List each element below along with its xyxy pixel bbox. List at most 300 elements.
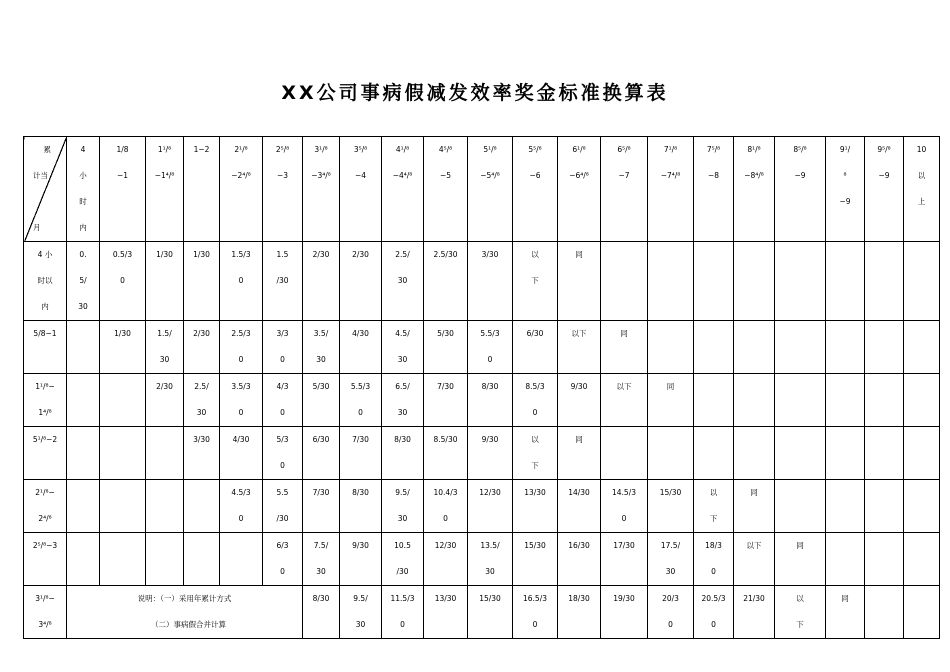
table-cell bbox=[468, 374, 513, 427]
table-cell-text: 5/3 0 bbox=[276, 435, 289, 470]
table-cell bbox=[424, 374, 468, 427]
table-cell-text: 15/30 bbox=[524, 541, 546, 550]
table-cell bbox=[648, 586, 694, 639]
column-header bbox=[184, 137, 220, 242]
column-header-text: 2⁵/⁸ −3 bbox=[275, 145, 290, 180]
header-row bbox=[24, 137, 940, 242]
table-cell bbox=[826, 242, 865, 321]
table-cell-text: 5/30 bbox=[312, 382, 330, 391]
table-cell-text: 11.5/3 0 bbox=[390, 594, 415, 629]
note-line-1: 说明：（一）采用年累计方式 bbox=[137, 594, 232, 603]
table-cell-text: 2.5/ 30 bbox=[194, 382, 209, 417]
column-header-text: 6¹/⁸ −6⁴/⁸ bbox=[569, 145, 589, 180]
table-cell bbox=[340, 321, 382, 374]
table-cell bbox=[826, 586, 865, 639]
table-cell bbox=[513, 586, 558, 639]
table-cell bbox=[146, 533, 184, 586]
row-label bbox=[24, 374, 67, 427]
table-cell-text: 2/30 bbox=[193, 329, 210, 338]
explanation-note bbox=[67, 586, 303, 639]
column-header bbox=[648, 137, 694, 242]
table-cell-text: 15/30 bbox=[659, 488, 682, 497]
table-cell-text: 同 bbox=[750, 488, 758, 497]
table-cell-text: 7.5/ 30 bbox=[313, 541, 329, 576]
row-label bbox=[24, 242, 67, 321]
table-cell-text: 同 bbox=[575, 435, 583, 444]
table-cell bbox=[558, 480, 601, 533]
column-header bbox=[340, 137, 382, 242]
table-cell bbox=[220, 533, 263, 586]
table-row bbox=[24, 321, 940, 374]
table-cell bbox=[146, 242, 184, 321]
table-cell bbox=[468, 321, 513, 374]
table-cell bbox=[340, 374, 382, 427]
table-cell bbox=[648, 427, 694, 480]
table-cell-text: 1.5/ 30 bbox=[157, 329, 172, 364]
column-header-text: 2¹/⁸ −2⁴/⁸ bbox=[231, 145, 251, 180]
table-cell bbox=[184, 480, 220, 533]
table-cell bbox=[734, 480, 775, 533]
table-cell-text: 10.5 /30 bbox=[394, 541, 411, 576]
table-cell-text: 1/30 bbox=[156, 250, 173, 259]
table-cell-text: 1.5 /30 bbox=[276, 250, 289, 285]
table-cell bbox=[694, 533, 734, 586]
table-cell bbox=[100, 480, 146, 533]
table-cell bbox=[382, 321, 424, 374]
table-cell bbox=[424, 480, 468, 533]
table-cell bbox=[468, 480, 513, 533]
table-cell bbox=[694, 374, 734, 427]
row-label bbox=[24, 480, 67, 533]
table-cell bbox=[220, 321, 263, 374]
table-cell-text: 4.5/ 30 bbox=[395, 329, 410, 364]
table-cell bbox=[340, 480, 382, 533]
table-cell-text: 同 bbox=[620, 329, 628, 338]
table-cell-text: 以 下 bbox=[709, 488, 718, 523]
table-cell-text: 4/3 0 bbox=[276, 382, 289, 417]
table-cell bbox=[734, 427, 775, 480]
table-cell bbox=[513, 533, 558, 586]
table-cell-text: 1.5/3 0 bbox=[231, 250, 251, 285]
table-row bbox=[24, 586, 940, 639]
table-cell bbox=[263, 321, 303, 374]
table-cell bbox=[775, 480, 826, 533]
table-cell bbox=[424, 533, 468, 586]
column-header bbox=[904, 137, 940, 242]
table-cell bbox=[601, 374, 648, 427]
table-cell bbox=[734, 242, 775, 321]
table-cell bbox=[67, 427, 100, 480]
table-cell bbox=[558, 427, 601, 480]
table-cell-text: 同 bbox=[666, 382, 675, 391]
row-label-text: 2¹/⁸− 2⁴/⁸ bbox=[35, 488, 55, 523]
table-cell bbox=[601, 480, 648, 533]
table-cell-text: 20.5/3 0 bbox=[701, 594, 726, 629]
row-label bbox=[24, 586, 67, 639]
column-header bbox=[558, 137, 601, 242]
table-cell bbox=[468, 242, 513, 321]
corner-header bbox=[24, 137, 67, 242]
column-header-text: 5¹/⁸ −5⁴/⁸ bbox=[480, 145, 500, 180]
table-cell-text: 7/30 bbox=[437, 382, 454, 391]
table-cell bbox=[648, 242, 694, 321]
table-cell bbox=[826, 321, 865, 374]
table-cell bbox=[865, 374, 904, 427]
table-cell bbox=[184, 321, 220, 374]
table-cell bbox=[67, 533, 100, 586]
table-cell-text: 9/30 bbox=[570, 382, 588, 391]
column-header bbox=[67, 137, 100, 242]
table-cell bbox=[648, 321, 694, 374]
table-cell bbox=[100, 321, 146, 374]
table-cell bbox=[146, 374, 184, 427]
table-cell-text: 13/30 bbox=[434, 594, 457, 603]
table-cell-text: 以下 bbox=[571, 329, 587, 338]
table-cell bbox=[220, 374, 263, 427]
table-cell bbox=[734, 586, 775, 639]
table-cell bbox=[865, 427, 904, 480]
corner-bottom-label: 计当 月 bbox=[33, 171, 48, 232]
table-cell-text: 同 bbox=[796, 541, 804, 550]
table-cell bbox=[904, 427, 940, 480]
note-line-2: （二）事病假合并计算 bbox=[151, 620, 226, 629]
table-cell bbox=[184, 533, 220, 586]
table-cell bbox=[67, 242, 100, 321]
table-cell-text: 2/30 bbox=[156, 382, 173, 391]
table-cell bbox=[184, 374, 220, 427]
column-header-text: 4⁵/⁸ −5 bbox=[438, 145, 453, 180]
table-cell bbox=[424, 242, 468, 321]
table-cell bbox=[775, 242, 826, 321]
table-cell bbox=[468, 533, 513, 586]
column-header bbox=[513, 137, 558, 242]
table-cell bbox=[904, 480, 940, 533]
table-cell-text: 7/30 bbox=[312, 488, 330, 497]
table-cell-text: 9.5/ 30 bbox=[395, 488, 410, 523]
column-header-text: 4¹/⁸ −4⁴/⁸ bbox=[392, 145, 413, 180]
table-cell bbox=[263, 242, 303, 321]
column-header-text: 8⁵/⁸ −9 bbox=[793, 145, 807, 180]
row-label-text: 4 小 时以 内 bbox=[37, 250, 53, 311]
table-cell-text: 4.5/3 0 bbox=[231, 488, 251, 523]
table-cell-text: 9.5/ 30 bbox=[353, 594, 368, 629]
table-cell-text: 8.5/3 0 bbox=[525, 382, 545, 417]
table-cell bbox=[100, 427, 146, 480]
table-cell-text: 以 下 bbox=[531, 250, 539, 285]
table-cell bbox=[775, 321, 826, 374]
table-cell bbox=[424, 427, 468, 480]
column-header-text: 10 以 上 bbox=[916, 145, 927, 206]
table-cell bbox=[826, 533, 865, 586]
table-cell bbox=[303, 242, 340, 321]
row-label-text: 2⁵/⁸−3 bbox=[32, 541, 58, 550]
table-cell bbox=[303, 321, 340, 374]
table-cell-text: 以下 bbox=[616, 382, 632, 391]
table-row bbox=[24, 242, 940, 321]
table-cell bbox=[865, 586, 904, 639]
table-cell-text: 8/30 bbox=[481, 382, 499, 391]
table-cell-text: 2.5/3 0 bbox=[231, 329, 251, 364]
table-cell bbox=[775, 533, 826, 586]
table-cell bbox=[263, 374, 303, 427]
table-row bbox=[24, 374, 940, 427]
table-cell-text: 3/30 bbox=[193, 435, 210, 444]
table-cell-text: 3.5/ 30 bbox=[313, 329, 329, 364]
table-cell bbox=[303, 374, 340, 427]
table-cell-text: 14/30 bbox=[568, 488, 590, 497]
table-cell bbox=[424, 321, 468, 374]
table-cell bbox=[775, 586, 826, 639]
table-cell-text: 3/3 0 bbox=[276, 329, 289, 364]
column-header bbox=[601, 137, 648, 242]
column-header bbox=[468, 137, 513, 242]
table-cell bbox=[694, 480, 734, 533]
table-cell bbox=[220, 242, 263, 321]
table-cell-text: 8/30 bbox=[394, 435, 411, 444]
table-cell-text: 9/30 bbox=[481, 435, 499, 444]
table-cell bbox=[382, 533, 424, 586]
table-cell bbox=[558, 374, 601, 427]
table-cell-text: 0.5/3 0 bbox=[112, 250, 133, 285]
table-cell-text: 以 下 bbox=[531, 435, 539, 470]
table-cell-text: 2/30 bbox=[312, 250, 330, 259]
conversion-table bbox=[23, 136, 940, 639]
table-cell bbox=[865, 533, 904, 586]
table-row bbox=[24, 480, 940, 533]
column-header bbox=[382, 137, 424, 242]
table-cell-text: 2.5/ 30 bbox=[395, 250, 410, 285]
table-cell bbox=[734, 374, 775, 427]
table-cell-text: 2/30 bbox=[352, 250, 369, 259]
row-label-text: 3¹/⁸− 3⁴/⁸ bbox=[35, 594, 55, 629]
table-cell bbox=[468, 427, 513, 480]
table-cell-text: 14.5/3 0 bbox=[612, 488, 636, 523]
table-cell bbox=[67, 321, 100, 374]
row-label bbox=[24, 321, 67, 374]
table-cell-text: 5.5/3 0 bbox=[350, 382, 371, 417]
table-cell bbox=[100, 242, 146, 321]
column-header-text: 8¹/⁸ −8⁴/⁸ bbox=[744, 145, 764, 180]
table-cell-text: 3/30 bbox=[481, 250, 499, 259]
table-cell bbox=[184, 427, 220, 480]
table-cell bbox=[468, 586, 513, 639]
table-cell-text: 8.5/30 bbox=[433, 435, 458, 444]
table-cell bbox=[826, 480, 865, 533]
table-cell bbox=[826, 374, 865, 427]
table-cell bbox=[734, 533, 775, 586]
table-cell-text: 13.5/ 30 bbox=[480, 541, 500, 576]
table-cell bbox=[648, 533, 694, 586]
table-cell-text: 8/30 bbox=[352, 488, 369, 497]
table-row bbox=[24, 427, 940, 480]
table-cell-text: 17/30 bbox=[613, 541, 635, 550]
table-cell bbox=[694, 321, 734, 374]
column-header bbox=[100, 137, 146, 242]
table-cell bbox=[865, 242, 904, 321]
table-cell-text: 5/30 bbox=[437, 329, 454, 338]
table-cell bbox=[694, 586, 734, 639]
column-header-text: 7⁵/⁸ −8 bbox=[706, 145, 721, 180]
page-title: XX公司事病假减发效率奖金标准换算表 bbox=[281, 82, 669, 104]
table-cell bbox=[67, 480, 100, 533]
table-cell-text: 9/30 bbox=[352, 541, 369, 550]
table-cell-text: 15/30 bbox=[479, 594, 501, 603]
table-cell bbox=[826, 427, 865, 480]
table-cell bbox=[694, 427, 734, 480]
column-header-text: 1/8 −1 bbox=[116, 145, 129, 180]
table-cell bbox=[382, 374, 424, 427]
table-cell bbox=[263, 533, 303, 586]
row-label-text: 1¹/⁸− 1⁴/⁸ bbox=[35, 382, 55, 417]
table-cell-text: 6/30 bbox=[312, 435, 330, 444]
table-cell bbox=[904, 533, 940, 586]
table-cell-text: 1/30 bbox=[114, 329, 131, 338]
row-label-text: 5¹/⁸−2 bbox=[32, 435, 58, 444]
table-cell-text: 4/30 bbox=[352, 329, 369, 338]
table-cell bbox=[775, 374, 826, 427]
table-cell bbox=[734, 321, 775, 374]
table-cell-text: 5.5/3 0 bbox=[480, 329, 500, 364]
table-cell bbox=[146, 321, 184, 374]
column-header-text: 9⁵/⁸ −9 bbox=[877, 145, 891, 180]
column-header bbox=[220, 137, 263, 242]
table-cell bbox=[904, 321, 940, 374]
column-header-text: 3¹/⁸ −3⁴/⁸ bbox=[311, 145, 331, 180]
table-cell bbox=[513, 427, 558, 480]
column-header bbox=[865, 137, 904, 242]
table-cell-text: 21/30 bbox=[743, 594, 765, 603]
table-cell bbox=[775, 427, 826, 480]
table-cell bbox=[904, 586, 940, 639]
corner-header-labels bbox=[25, 137, 65, 241]
table-cell bbox=[340, 242, 382, 321]
table-cell-text: 3.5/3 0 bbox=[231, 382, 251, 417]
column-header-text: 9¹/ ⁸ −9 bbox=[839, 145, 851, 206]
table-cell-text: 2.5/30 bbox=[433, 250, 458, 259]
column-header-text: 3⁵/⁸ −4 bbox=[353, 145, 368, 180]
table-cell-text: 20/3 0 bbox=[662, 594, 679, 629]
column-header bbox=[303, 137, 340, 242]
table-cell-text: 13/30 bbox=[524, 488, 546, 497]
table-cell bbox=[67, 374, 100, 427]
table-cell bbox=[558, 321, 601, 374]
column-header-text: 1−2 bbox=[193, 145, 210, 154]
table-cell bbox=[100, 533, 146, 586]
table-cell bbox=[100, 374, 146, 427]
table-cell-text: 12/30 bbox=[479, 488, 501, 497]
table-cell bbox=[303, 586, 340, 639]
table-cell bbox=[303, 427, 340, 480]
table-cell bbox=[513, 480, 558, 533]
column-header bbox=[826, 137, 865, 242]
table-cell bbox=[382, 480, 424, 533]
table-cell bbox=[648, 374, 694, 427]
table-cell bbox=[424, 586, 468, 639]
table-cell bbox=[601, 586, 648, 639]
table-cell-text: 10.4/3 0 bbox=[433, 488, 458, 523]
table-cell-text: 18/30 bbox=[568, 594, 590, 603]
table-cell-text: 19/30 bbox=[613, 594, 635, 603]
table-cell bbox=[184, 242, 220, 321]
table-cell-text: 18/3 0 bbox=[705, 541, 722, 576]
table-cell bbox=[220, 427, 263, 480]
column-header-text: 1¹/⁸ −1⁴/⁸ bbox=[154, 145, 175, 180]
table-cell bbox=[220, 480, 263, 533]
column-header bbox=[424, 137, 468, 242]
table-cell-text: 0. 5/ 30 bbox=[78, 250, 88, 311]
table-cell bbox=[340, 427, 382, 480]
column-header-text: 7¹/⁸ −7⁴/⁸ bbox=[660, 145, 681, 180]
table-cell-text: 同 bbox=[841, 594, 849, 603]
table-cell bbox=[904, 242, 940, 321]
corner-top-label: 累 bbox=[43, 145, 51, 154]
column-header-text: 5⁵/⁸ −6 bbox=[528, 145, 542, 180]
row-label-text: 5/8−1 bbox=[33, 329, 57, 338]
column-header bbox=[263, 137, 303, 242]
table-cell bbox=[865, 480, 904, 533]
table-cell bbox=[601, 321, 648, 374]
table-cell-text: 8/30 bbox=[312, 594, 330, 603]
table-cell-text: 6/30 bbox=[526, 329, 544, 338]
row-label bbox=[24, 533, 67, 586]
table-cell bbox=[303, 480, 340, 533]
table-cell bbox=[263, 480, 303, 533]
table-cell bbox=[146, 480, 184, 533]
table-row bbox=[24, 533, 940, 586]
row-label bbox=[24, 427, 67, 480]
table-cell bbox=[263, 427, 303, 480]
table-cell-text: 17.5/ 30 bbox=[660, 541, 681, 576]
table-cell bbox=[340, 586, 382, 639]
table-cell bbox=[513, 374, 558, 427]
table-cell bbox=[382, 242, 424, 321]
table-cell bbox=[601, 427, 648, 480]
table-cell bbox=[694, 242, 734, 321]
table-cell-text: 16.5/3 0 bbox=[523, 594, 547, 629]
table-cell bbox=[146, 427, 184, 480]
column-header bbox=[734, 137, 775, 242]
table-cell bbox=[303, 533, 340, 586]
table-cell-text: 16/30 bbox=[568, 541, 590, 550]
column-header bbox=[146, 137, 184, 242]
table-cell bbox=[382, 586, 424, 639]
table-cell-text: 同 bbox=[575, 250, 583, 259]
table-cell-text: 以下 bbox=[746, 541, 762, 550]
table-cell-text: 4/30 bbox=[232, 435, 250, 444]
table-cell bbox=[513, 242, 558, 321]
table-cell bbox=[513, 321, 558, 374]
table-cell-text: 1/30 bbox=[193, 250, 210, 259]
table-cell-text: 6/3 0 bbox=[276, 541, 289, 576]
table-cell-text: 6.5/ 30 bbox=[395, 382, 410, 417]
column-header bbox=[775, 137, 826, 242]
table-cell bbox=[382, 427, 424, 480]
table-cell bbox=[865, 321, 904, 374]
column-header bbox=[694, 137, 734, 242]
table-cell bbox=[601, 242, 648, 321]
table-cell bbox=[558, 533, 601, 586]
table-cell-text: 以 下 bbox=[796, 594, 804, 629]
table-cell-text: 7/30 bbox=[352, 435, 369, 444]
table-cell bbox=[558, 586, 601, 639]
table-cell bbox=[601, 533, 648, 586]
column-header-text: 6⁵/⁸ −7 bbox=[617, 145, 631, 180]
table-cell bbox=[648, 480, 694, 533]
table-cell bbox=[558, 242, 601, 321]
table-cell-text: 5.5 /30 bbox=[276, 488, 289, 523]
column-header-text: 4 小 时 内 bbox=[79, 145, 87, 232]
table-cell bbox=[904, 374, 940, 427]
